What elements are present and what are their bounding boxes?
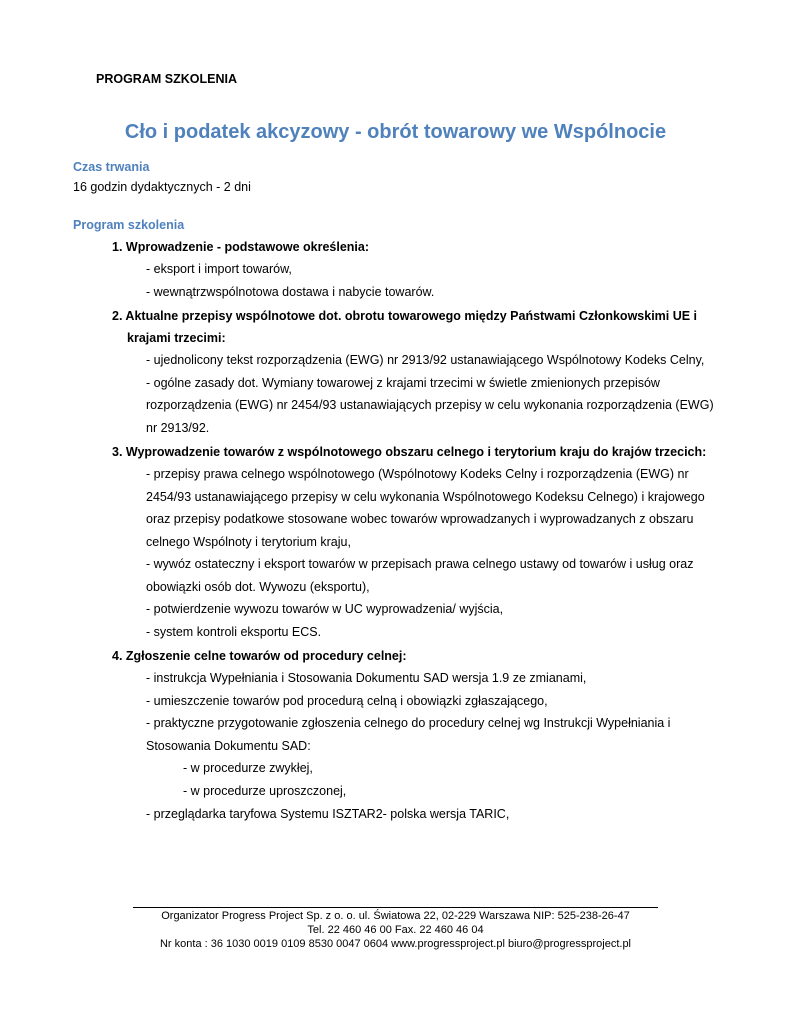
duration-text: 16 godzin dydaktycznych - 2 dni (73, 180, 251, 194)
program-item-title: 4. Zgłoszenie celne towarów od procedury celnej: (112, 649, 407, 663)
program-subitem: - przepisy prawa celnego wspólnotowego (Wspólnotowy Kodeks Celny i rozporządzenia (EWG) nr 2454/93 ustanawiającego przepisy w celu wykonania Wspólnotowego Kodeksu Celnego) i krajowego oraz przepisy podatkowe stosowane wobec towarów wprowadzanych i wyprowadzanych z obszaru celnego Wspólnoty i terytorium kraju, (146, 467, 705, 549)
program-item (112, 305, 716, 349)
program-subsubitem: - w procedurze uproszczonej, (183, 784, 347, 798)
program-item (112, 645, 716, 667)
program-subitem: - eksport i import towarów, (146, 262, 292, 276)
program-subitem: - umieszczenie towarów pod procedurą celną i obowiązki zgłaszającego, (146, 693, 548, 708)
footer-address: Organizator Progress Project Sp. z o. o. ul. Światowa 22, 02-229 Warszawa NIP: 525-238-26-47 (161, 910, 630, 922)
program-subitem: - instrukcja Wypełniania i Stosowania Dokumentu SAD wersja 1.9 ze zmianami, (146, 671, 587, 685)
program-subitem: - potwierdzenie wywozu towarów w UC wyprowadzenia/ wyjścia, (146, 602, 504, 616)
footer (0, 909, 791, 951)
program-subitem: - ujednolicony tekst rozporządzenia (EWG) nr 2913/92 ustanawiającego Wspólnotowy Kodeks Celny, (146, 353, 705, 367)
program-item-title: 3. Wyprowadzenie towarów z wspólnotowego obszaru celnego i terytorium kraju do krajów trzecich: (112, 445, 707, 459)
program-subitem: - wywóz ostateczny i eksport towarów w przepisach prawa celnego ustawy od towarów i usług oraz obowiązki osób dot. Wywozu (eksportu), (146, 557, 694, 594)
footer-account: Nr konta : 36 1030 0019 0109 8530 0047 0604 www.progressproject.pl biuro@progressproject.pl (159, 938, 632, 950)
footer-divider (133, 907, 658, 908)
duration-heading: Czas trwania (73, 160, 150, 174)
program-item-title: 2. Aktualne przepisy wspólnotowe dot. obrotu towarowego między Państwami Członkowskimi UE i krajami trzecimi: (112, 309, 698, 345)
program-subitem: - wewnątrzwspólnotowa dostawa i nabycie towarów. (146, 284, 435, 299)
program-subitem: - system kontroli eksportu ECS. (146, 624, 322, 639)
program-subsubitem: - w procedurze zwykłej, (183, 761, 313, 775)
page-title: Cło i podatek akcyzowy - obrót towarowy we Wspólnocie (124, 121, 667, 143)
program-subitem: - praktyczne przygotowanie zgłoszenia celnego do procedury celnej wg Instrukcji Wypełniania i Stosowania Dokumentu SAD: (146, 716, 671, 753)
program-item (112, 236, 716, 258)
program-item (112, 441, 716, 463)
program-item-title: 1. Wprowadzenie - podstawowe określenia: (112, 240, 369, 254)
footer-phone: Tel. 22 460 46 00 Fax. 22 460 46 04 (307, 924, 484, 936)
program-subitem: - przeglądarka taryfowa Systemu ISZTAR2- polska wersja TARIC, (146, 807, 510, 821)
program-subitem: - ogólne zasady dot. Wymiany towarowej z krajami trzecimi w świetle zmienionych przepisów rozporządzenia (EWG) nr 2454/93 ustanawiających przepisy w celu wykonania rozporządzenia (EWG) nr 2913/92. (146, 375, 714, 435)
program-list (0, 236, 791, 826)
program-heading: Program szkolenia (73, 218, 185, 232)
program-label: PROGRAM SZKOLENIA (96, 72, 237, 86)
